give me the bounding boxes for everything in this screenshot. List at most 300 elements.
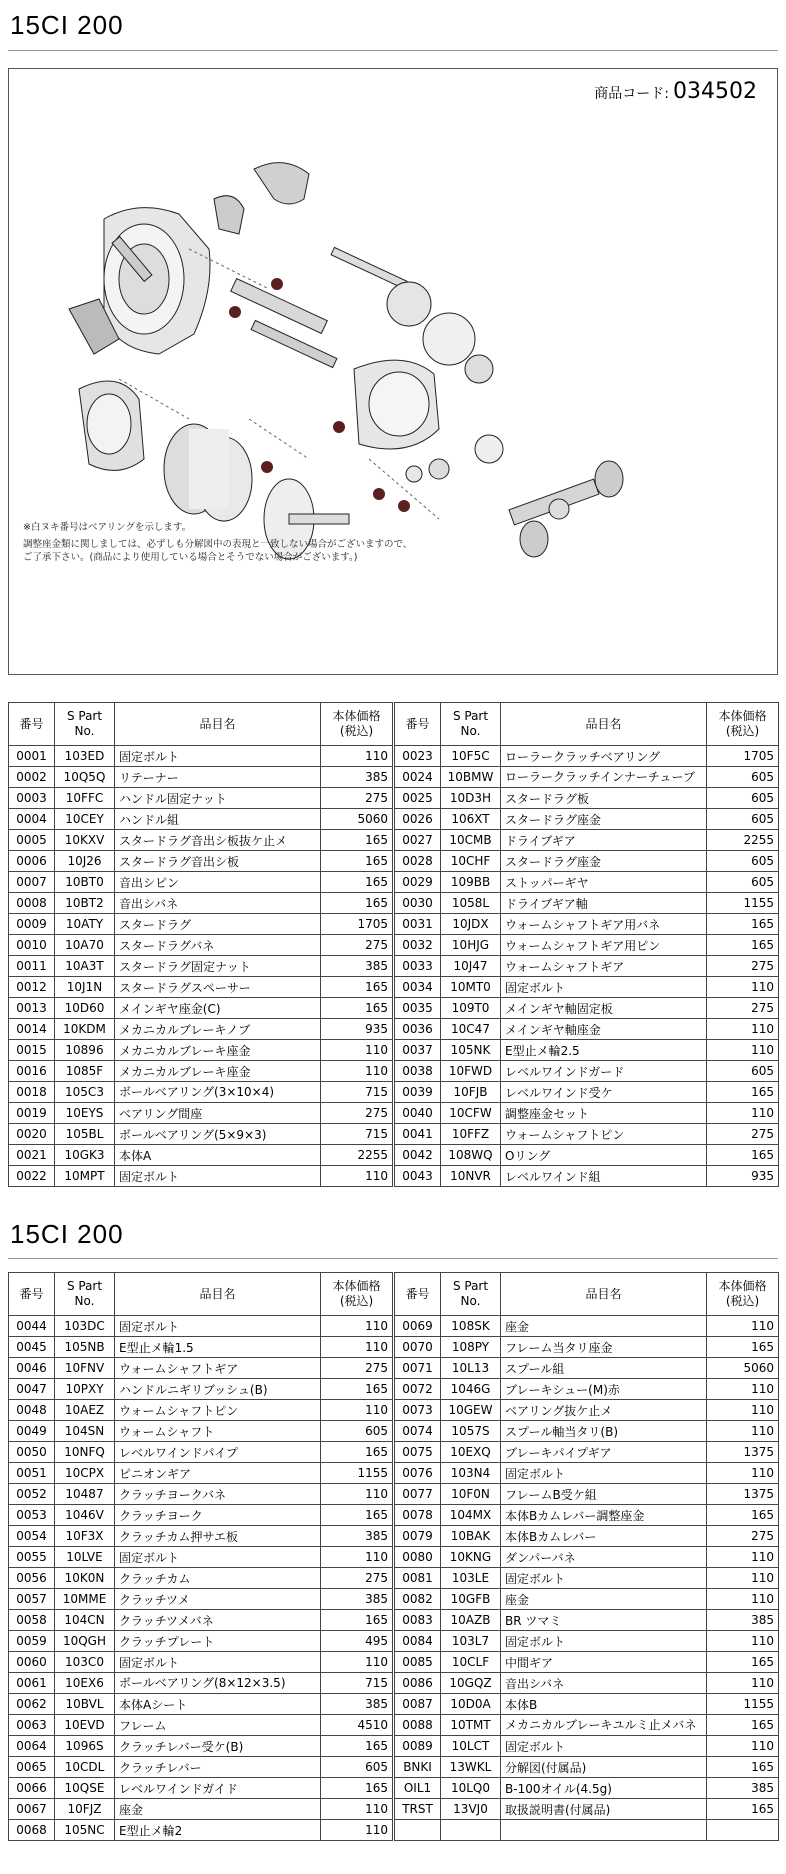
part-number: 0083 [395, 1610, 441, 1631]
part-name: 中間ギア [501, 1652, 707, 1673]
table-row [395, 851, 779, 872]
table-row [395, 1124, 779, 1145]
part-price: 110 [321, 1799, 393, 1820]
col-header-no: 番号 [395, 703, 441, 746]
spart-number: 10FFC [55, 788, 115, 809]
part-price: 1375 [707, 1442, 779, 1463]
part-name: スタードラグスペーサー [115, 977, 321, 998]
part-name: ドライブギア軸 [501, 893, 707, 914]
part-price: 2255 [707, 830, 779, 851]
part-name: ウォームシャフトピン [501, 1124, 707, 1145]
spart-number: 10F0N [441, 1484, 501, 1505]
spart-number: 10NVR [441, 1166, 501, 1187]
part-price: 110 [707, 1547, 779, 1568]
table-row [395, 1421, 779, 1442]
part-number: 0054 [9, 1526, 55, 1547]
part-price: 165 [707, 1715, 779, 1736]
part-name: 座金 [115, 1799, 321, 1820]
part-number: 0028 [395, 851, 441, 872]
part-number: 0038 [395, 1061, 441, 1082]
part-number: 0057 [9, 1589, 55, 1610]
spart-number: 109T0 [441, 998, 501, 1019]
table-row [395, 1757, 779, 1778]
table-row [395, 1652, 779, 1673]
part-number: 0067 [9, 1799, 55, 1820]
part-price: 165 [707, 1652, 779, 1673]
part-name: BR ツマミ [501, 1610, 707, 1631]
spart-number: 1096S [55, 1736, 115, 1757]
product-code-value: 034502 [673, 79, 757, 104]
table-row [395, 872, 779, 893]
part-number: 0016 [9, 1061, 55, 1082]
part-name: 座金 [501, 1589, 707, 1610]
part-number: 0061 [9, 1673, 55, 1694]
part-number: 0074 [395, 1421, 441, 1442]
part-name: 固定ボルト [501, 1631, 707, 1652]
table-row [9, 830, 393, 851]
spart-number: 10BT0 [55, 872, 115, 893]
part-number: 0053 [9, 1505, 55, 1526]
table-row [9, 1082, 393, 1103]
part-price: 165 [321, 1442, 393, 1463]
part-name: ローラークラッチベアリング [501, 746, 707, 767]
table-row [395, 1379, 779, 1400]
part-name: ウォームシャフトギア [115, 1358, 321, 1379]
part-price: 110 [707, 1568, 779, 1589]
part-name: 調整座金セット [501, 1103, 707, 1124]
part-number: 0004 [9, 809, 55, 830]
table-row [395, 1019, 779, 1040]
part-number: 0089 [395, 1736, 441, 1757]
table-row [9, 872, 393, 893]
spart-number: 10LQ0 [441, 1778, 501, 1799]
part-number: 0022 [9, 1166, 55, 1187]
part-number: 0012 [9, 977, 55, 998]
part-number: 0045 [9, 1337, 55, 1358]
table-row [395, 1799, 779, 1820]
page-title: 15CI 200 [10, 10, 124, 40]
part-name: メインギヤ座金(C) [115, 998, 321, 1019]
spart-number: 13VJ0 [441, 1799, 501, 1820]
table-row [395, 1526, 779, 1547]
table-row [9, 935, 393, 956]
spart-number: 10CPX [55, 1463, 115, 1484]
spart-number: 10A70 [55, 935, 115, 956]
table-row [9, 1316, 393, 1337]
part-name: ピニオンギア [115, 1463, 321, 1484]
part-number: 0050 [9, 1442, 55, 1463]
part-price: 165 [707, 1337, 779, 1358]
part-number: 0002 [9, 767, 55, 788]
part-price: 275 [321, 1103, 393, 1124]
part-name: 固定ボルト [501, 977, 707, 998]
part-name: メインギヤ軸座金 [501, 1019, 707, 1040]
table-row [395, 998, 779, 1019]
part-price: 495 [321, 1631, 393, 1652]
part-number: 0033 [395, 956, 441, 977]
part-name: クラッチカム [115, 1568, 321, 1589]
col-header-name: 品目名 [501, 1273, 707, 1316]
part-number: 0051 [9, 1463, 55, 1484]
spart-number: 10J47 [441, 956, 501, 977]
part-name: スタードラグ座金 [501, 809, 707, 830]
table-row [9, 1526, 393, 1547]
table-row [9, 1442, 393, 1463]
spart-number: 10ATY [55, 914, 115, 935]
part-price: 715 [321, 1082, 393, 1103]
spart-number: 10FFZ [441, 1124, 501, 1145]
spart-number: 10EX6 [55, 1673, 115, 1694]
spart-number: 105NB [55, 1337, 115, 1358]
title-divider-2 [8, 1258, 778, 1259]
part-price: 715 [321, 1124, 393, 1145]
table-row [395, 893, 779, 914]
part-name: 本体Bカムレバー調整座金 [501, 1505, 707, 1526]
part-price: 1155 [707, 1694, 779, 1715]
part-number: 0007 [9, 872, 55, 893]
spart-number: 1046V [55, 1505, 115, 1526]
spart-number: 10CEY [55, 809, 115, 830]
part-price: 165 [707, 1082, 779, 1103]
spart-number: 10A3T [55, 956, 115, 977]
table-row [395, 746, 779, 767]
part-number: 0080 [395, 1547, 441, 1568]
part-name: クラッチプレート [115, 1631, 321, 1652]
part-name: 固定ボルト [501, 1736, 707, 1757]
part-name: ウォームシャフト [115, 1421, 321, 1442]
part-name: Oリング [501, 1145, 707, 1166]
spart-number: 10CDL [55, 1757, 115, 1778]
part-number: BNKI [395, 1757, 441, 1778]
table-row [9, 851, 393, 872]
part-name: ボールベアリング(3×10×4) [115, 1082, 321, 1103]
spart-number: 10LVE [55, 1547, 115, 1568]
spart-number: 1085F [55, 1061, 115, 1082]
part-price: 110 [707, 1400, 779, 1421]
part-number: 0076 [395, 1463, 441, 1484]
spart-number: 10FWD [441, 1061, 501, 1082]
part-number: 0021 [9, 1145, 55, 1166]
part-price: 110 [707, 1019, 779, 1040]
spart-number: 10CLF [441, 1652, 501, 1673]
part-price: 165 [321, 851, 393, 872]
bearing-note: ※白ヌキ番号はベアリングを示します。 [23, 522, 192, 533]
part-number: 0071 [395, 1358, 441, 1379]
part-number: 0043 [395, 1166, 441, 1187]
part-price: 110 [321, 1061, 393, 1082]
part-price: 1155 [707, 893, 779, 914]
part-number: 0024 [395, 767, 441, 788]
spart-number: 10J26 [55, 851, 115, 872]
part-number: 0066 [9, 1778, 55, 1799]
part-name: 固定ボルト [501, 1568, 707, 1589]
part-price: 110 [321, 1166, 393, 1187]
part-price: 165 [707, 1757, 779, 1778]
part-price: 715 [321, 1673, 393, 1694]
part-name: クラッチツメバネ [115, 1610, 321, 1631]
part-price: 275 [321, 1358, 393, 1379]
table-row [395, 1568, 779, 1589]
table-row [9, 1694, 393, 1715]
part-price: 385 [321, 1589, 393, 1610]
part-price: 5060 [321, 809, 393, 830]
part-price: 275 [321, 935, 393, 956]
part-number: 0010 [9, 935, 55, 956]
spart-number: 108PY [441, 1337, 501, 1358]
part-number: 0013 [9, 998, 55, 1019]
spart-number: 10EYS [55, 1103, 115, 1124]
part-price: 110 [707, 1103, 779, 1124]
table-row [395, 1673, 779, 1694]
table-row [395, 1715, 779, 1736]
part-price: 935 [707, 1166, 779, 1187]
part-price: 935 [321, 1019, 393, 1040]
part-number: 0085 [395, 1652, 441, 1673]
table-row [395, 1337, 779, 1358]
table-row [9, 998, 393, 1019]
part-name: スタードラグ板 [501, 788, 707, 809]
part-name: リテーナー [115, 767, 321, 788]
part-name: ハンドル組 [115, 809, 321, 830]
spart-number: 10GQZ [441, 1673, 501, 1694]
table-row [395, 1166, 779, 1187]
part-number: 0087 [395, 1694, 441, 1715]
spart-number [441, 1820, 501, 1841]
part-name: ウォームシャフトギア用バネ [501, 914, 707, 935]
table-row [9, 1358, 393, 1379]
spart-number: 10KXV [55, 830, 115, 851]
part-name: フレーム [115, 1715, 321, 1736]
part-number: 0086 [395, 1673, 441, 1694]
part-name: メカニカルブレーキユルミ止メバネ [501, 1715, 707, 1736]
title-divider [8, 50, 778, 51]
spart-number: 10D60 [55, 998, 115, 1019]
col-header-spart: S Part No. [441, 1273, 501, 1316]
part-name: 固定ボルト [115, 746, 321, 767]
part-number: 0020 [9, 1124, 55, 1145]
spart-number: 10LCT [441, 1736, 501, 1757]
spart-number: 105NC [55, 1820, 115, 1841]
spart-number: 10HJG [441, 935, 501, 956]
spart-number: 109BB [441, 872, 501, 893]
table-row [9, 1799, 393, 1820]
part-number: 0052 [9, 1484, 55, 1505]
table-row [9, 956, 393, 977]
table-row [9, 1610, 393, 1631]
part-name: レベルワインドガード [501, 1061, 707, 1082]
page-title-2: 15CI 200 [10, 1219, 124, 1249]
table-row [9, 1568, 393, 1589]
spart-number: 10F3X [55, 1526, 115, 1547]
spart-number: 10C47 [441, 1019, 501, 1040]
part-name: クラッチヨーク [115, 1505, 321, 1526]
table-row [9, 1337, 393, 1358]
parts-table-2-right [394, 1272, 779, 1841]
part-price: 275 [707, 1526, 779, 1547]
spart-number: 10FJZ [55, 1799, 115, 1820]
part-number: 0034 [395, 977, 441, 998]
spart-number: 105BL [55, 1124, 115, 1145]
part-price: 165 [321, 998, 393, 1019]
part-number: 0037 [395, 1040, 441, 1061]
part-price: 605 [707, 788, 779, 809]
part-number: 0064 [9, 1736, 55, 1757]
part-number: 0077 [395, 1484, 441, 1505]
part-number: OIL1 [395, 1778, 441, 1799]
part-number: 0009 [9, 914, 55, 935]
part-name: E型止メ輪2 [115, 1820, 321, 1841]
part-name: 分解図(付属品) [501, 1757, 707, 1778]
part-number: 0060 [9, 1652, 55, 1673]
col-header-price: 本体価格(税込) [321, 703, 393, 746]
part-number: 0072 [395, 1379, 441, 1400]
part-price: 605 [707, 767, 779, 788]
spart-number: 10896 [55, 1040, 115, 1061]
part-number: 0027 [395, 830, 441, 851]
table-row [395, 1505, 779, 1526]
part-price: 110 [321, 1820, 393, 1841]
table-row [395, 914, 779, 935]
table-row [395, 788, 779, 809]
table-row [9, 746, 393, 767]
part-name: 本体Bカムレバー [501, 1526, 707, 1547]
part-price: 385 [321, 956, 393, 977]
table-row [395, 1631, 779, 1652]
part-price: 165 [707, 1505, 779, 1526]
part-number: 0042 [395, 1145, 441, 1166]
part-number: 0029 [395, 872, 441, 893]
part-name: ベアリング間座 [115, 1103, 321, 1124]
spart-number: 10J1N [55, 977, 115, 998]
part-name: 音出シバネ [501, 1673, 707, 1694]
part-number [395, 1820, 441, 1841]
table-row [9, 1505, 393, 1526]
part-price: 605 [707, 851, 779, 872]
table-header-row [9, 703, 393, 746]
spart-number: 103L7 [441, 1631, 501, 1652]
part-price: 110 [707, 1736, 779, 1757]
part-price: 110 [707, 1631, 779, 1652]
part-name: ストッパーギヤ [501, 872, 707, 893]
table-row [9, 1547, 393, 1568]
spart-number: 10MPT [55, 1166, 115, 1187]
part-number: 0015 [9, 1040, 55, 1061]
spart-number: 1058L [441, 893, 501, 914]
col-header-no: 番号 [9, 1273, 55, 1316]
spart-number: 10QGH [55, 1631, 115, 1652]
spart-number: 103LE [441, 1568, 501, 1589]
part-name: ボールベアリング(5×9×3) [115, 1124, 321, 1145]
part-price: 1705 [707, 746, 779, 767]
part-name: ブレーキシュー(M)赤 [501, 1379, 707, 1400]
table-row [9, 1631, 393, 1652]
part-name: スタードラグバネ [115, 935, 321, 956]
col-header-no: 番号 [395, 1273, 441, 1316]
spart-number: 10EVD [55, 1715, 115, 1736]
spart-number: 10PXY [55, 1379, 115, 1400]
spart-number: 10KDM [55, 1019, 115, 1040]
part-price: 1155 [321, 1463, 393, 1484]
spart-number: 10BVL [55, 1694, 115, 1715]
table-row [9, 809, 393, 830]
part-name: スタードラグ音出シ板抜ケ止メ [115, 830, 321, 851]
part-number: 0055 [9, 1547, 55, 1568]
part-price: 275 [321, 788, 393, 809]
spart-number: 10F5C [441, 746, 501, 767]
part-price: 110 [321, 746, 393, 767]
part-name: クラッチツメ [115, 1589, 321, 1610]
spart-number: 10Q5Q [55, 767, 115, 788]
part-price: 385 [321, 1694, 393, 1715]
spart-number: 10EXQ [441, 1442, 501, 1463]
table-row [395, 935, 779, 956]
part-number: 0036 [395, 1019, 441, 1040]
part-name: スプール組 [501, 1358, 707, 1379]
spart-number: 108SK [441, 1316, 501, 1337]
shim-note-line1: 調整座金類に関しましては、必ずしも分解図中の表現と一致しない場合がございますので、 [23, 539, 413, 550]
part-name: 固定ボルト [115, 1652, 321, 1673]
part-price [707, 1820, 779, 1841]
part-number: 0030 [395, 893, 441, 914]
parts-table-1-left [8, 702, 393, 1187]
part-price: 165 [707, 1799, 779, 1820]
part-name: メカニカルブレーキノブ [115, 1019, 321, 1040]
part-number: 0018 [9, 1082, 55, 1103]
part-name: ハンドルニギリブッシュ(B) [115, 1379, 321, 1400]
part-price: 275 [707, 998, 779, 1019]
part-name: B-100オイル(4.5g) [501, 1778, 707, 1799]
part-number: 0056 [9, 1568, 55, 1589]
table-row [395, 1589, 779, 1610]
table-row [395, 809, 779, 830]
table-row [9, 1379, 393, 1400]
table-row [9, 914, 393, 935]
table-row [9, 1421, 393, 1442]
table-row [395, 1061, 779, 1082]
part-number: 0058 [9, 1610, 55, 1631]
table-row [9, 1145, 393, 1166]
part-name: メインギヤ軸固定板 [501, 998, 707, 1019]
spart-number: 10GEW [441, 1400, 501, 1421]
part-name: スタードラグ固定ナット [115, 956, 321, 977]
col-header-name: 品目名 [115, 1273, 321, 1316]
part-name: 座金 [501, 1316, 707, 1337]
part-number: 0035 [395, 998, 441, 1019]
part-name: 本体A [115, 1145, 321, 1166]
part-name: 取扱説明書(付属品) [501, 1799, 707, 1820]
col-header-price: 本体価格(税込) [321, 1273, 393, 1316]
part-name: レベルワインドパイプ [115, 1442, 321, 1463]
part-number: 0073 [395, 1400, 441, 1421]
part-price: 385 [321, 767, 393, 788]
table-row [395, 1442, 779, 1463]
part-price: 165 [321, 1505, 393, 1526]
spart-number: 10BT2 [55, 893, 115, 914]
part-name: レベルワインド受ケ [501, 1082, 707, 1103]
spart-number: 1046G [441, 1379, 501, 1400]
part-price: 165 [321, 977, 393, 998]
col-header-name: 品目名 [501, 703, 707, 746]
spart-number: 10CFW [441, 1103, 501, 1124]
part-number: 0046 [9, 1358, 55, 1379]
table-row [9, 1673, 393, 1694]
part-name: ブレーキパイプギア [501, 1442, 707, 1463]
table-header-row [395, 703, 779, 746]
table-row [395, 830, 779, 851]
part-number: 0026 [395, 809, 441, 830]
part-number: 0065 [9, 1757, 55, 1778]
part-number: 0082 [395, 1589, 441, 1610]
